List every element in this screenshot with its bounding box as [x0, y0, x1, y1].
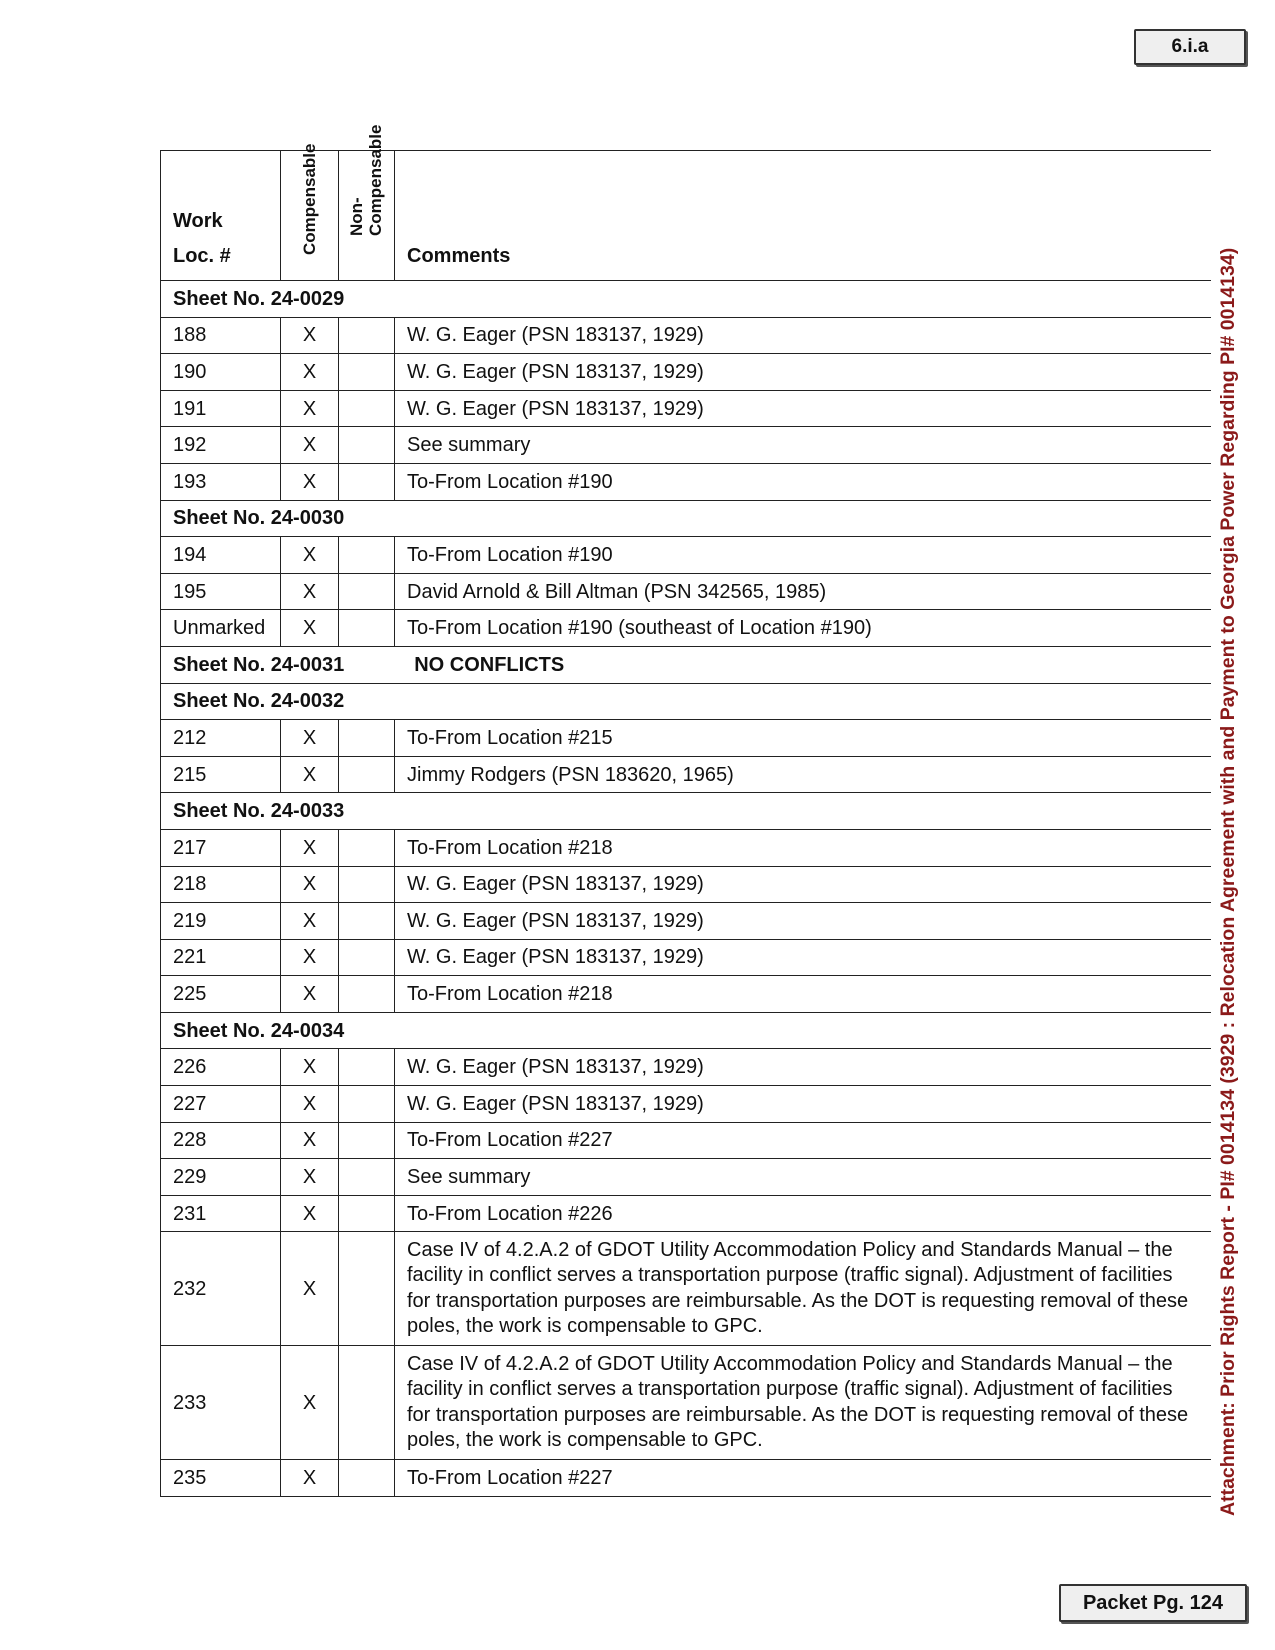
- prior-rights-table: [160, 124, 1211, 1497]
- packet-page-number: Packet Pg. 124: [1059, 1584, 1247, 1622]
- non-compensable-header: [339, 124, 395, 281]
- comments-header-label: Comments: [407, 245, 511, 267]
- sheet-title: Sheet No. 24-0030: [173, 507, 345, 530]
- non-compensable-cell: [339, 1460, 395, 1497]
- non-compensable-cell: [339, 610, 395, 647]
- comment-cell: To-From Location #218: [395, 976, 1211, 1013]
- work-loc-cell: 193: [161, 463, 281, 500]
- comment-cell: To-From Location #218: [395, 829, 1211, 866]
- work-loc-cell: 191: [161, 390, 281, 427]
- table-row: [161, 1049, 1211, 1086]
- non-compensable-cell: [339, 390, 395, 427]
- work-loc-cell: 221: [161, 939, 281, 976]
- sheet-title: Sheet No. 24-0034: [173, 1019, 345, 1042]
- sheet-row: [161, 281, 1211, 318]
- table-row: [161, 1122, 1211, 1159]
- work-loc-cell: 195: [161, 573, 281, 610]
- compensable-cell: X: [281, 1346, 339, 1460]
- work-loc-cell: 233: [161, 1346, 281, 1460]
- compensable-cell: X: [281, 354, 339, 391]
- table-row: [161, 573, 1211, 610]
- table-row: [161, 939, 1211, 976]
- non-compensable-cell: [339, 427, 395, 464]
- comment-cell: W. G. Eager (PSN 183137, 1929): [395, 354, 1211, 391]
- non-compensable-cell: [339, 720, 395, 757]
- compensable-cell: X: [281, 1086, 339, 1123]
- work-loc-cell: 229: [161, 1159, 281, 1196]
- work-loc-cell: Unmarked: [161, 610, 281, 647]
- table-row: [161, 1159, 1211, 1196]
- non-compensable-cell: [339, 866, 395, 903]
- non-compensable-cell: [339, 1049, 395, 1086]
- work-loc-cell: 235: [161, 1460, 281, 1497]
- work-loc-cell: 190: [161, 354, 281, 391]
- sheet-row: [161, 1012, 1211, 1049]
- work-loc-header: [161, 151, 281, 281]
- table-row: [161, 317, 1211, 354]
- comment-cell: See summary: [395, 1159, 1211, 1196]
- non-compensable-cell: [339, 829, 395, 866]
- sheet-note: NO CONFLICTS: [414, 653, 565, 676]
- non-compensable-cell: [339, 1195, 395, 1232]
- comment-cell: Case IV of 4.2.A.2 of GDOT Utility Accommodation Policy and Standards Manual – the facility in conflict serves a transportation purpose (traffic signal). Adjustment of facilities for transportation purposes are reimbursable. As the DOT is requesting removal of these poles, the work is compensable to GPC.: [395, 1232, 1211, 1346]
- table-header-row: [161, 151, 1211, 281]
- sheet-cell: [161, 683, 1211, 720]
- compensable-cell: X: [281, 939, 339, 976]
- comment-cell: To-From Location #227: [395, 1460, 1211, 1497]
- work-loc-cell: 215: [161, 756, 281, 793]
- comment-cell: W. G. Eager (PSN 183137, 1929): [395, 317, 1211, 354]
- non-compensable-cell: [339, 756, 395, 793]
- non-compensable-cell: [339, 1346, 395, 1460]
- table-row: [161, 756, 1211, 793]
- agenda-item-tag: 6.i.a: [1134, 29, 1246, 65]
- non-compensable-cell: [339, 903, 395, 940]
- comment-cell: W. G. Eager (PSN 183137, 1929): [395, 1049, 1211, 1086]
- sheet-row: [161, 500, 1211, 537]
- comments-header: [395, 151, 1211, 281]
- sheet-row: [161, 793, 1211, 830]
- compensable-header-label: Compensable: [299, 143, 319, 255]
- compensable-cell: X: [281, 903, 339, 940]
- comment-cell: W. G. Eager (PSN 183137, 1929): [395, 939, 1211, 976]
- sheet-cell: [161, 500, 1211, 537]
- work-loc-cell: 212: [161, 720, 281, 757]
- comment-cell: W. G. Eager (PSN 183137, 1929): [395, 866, 1211, 903]
- work-loc-cell: 231: [161, 1195, 281, 1232]
- compensable-cell: X: [281, 610, 339, 647]
- compensable-cell: X: [281, 1195, 339, 1232]
- table-row: [161, 1460, 1211, 1497]
- compensable-cell: X: [281, 390, 339, 427]
- compensable-cell: X: [281, 976, 339, 1013]
- compensable-header: [281, 143, 339, 281]
- table-row: [161, 463, 1211, 500]
- comment-cell: Case IV of 4.2.A.2 of GDOT Utility Accommodation Policy and Standards Manual – the facility in conflict serves a transportation purpose (traffic signal). Adjustment of facilities for transportation purposes are reimbursable. As the DOT is requesting removal of these poles, the work is compensable to GPC.: [395, 1346, 1211, 1460]
- table-row: [161, 903, 1211, 940]
- sheet-title: Sheet No. 24-0029: [173, 287, 345, 310]
- work-loc-cell: 228: [161, 1122, 281, 1159]
- table-row: [161, 976, 1211, 1013]
- sheet-cell: [161, 1012, 1211, 1049]
- non-compensable-cell: [339, 537, 395, 574]
- table-row: [161, 1086, 1211, 1123]
- attachment-side-note: Attachment: Prior Rights Report - PI# 0014134 (3929 : Relocation Agreement with and Payment to Georgia Power Regarding PI# 0014134): [1216, 247, 1239, 1516]
- comment-cell: David Arnold & Bill Altman (PSN 342565, 1985): [395, 573, 1211, 610]
- work-loc-cell: 188: [161, 317, 281, 354]
- non-compensable-cell: [339, 317, 395, 354]
- compensable-cell: X: [281, 866, 339, 903]
- comment-cell: Jimmy Rodgers (PSN 183620, 1965): [395, 756, 1211, 793]
- table-row: [161, 829, 1211, 866]
- sheet-row: [161, 646, 1211, 683]
- table-row: [161, 1195, 1211, 1232]
- table-row: [161, 866, 1211, 903]
- compensable-cell: X: [281, 1049, 339, 1086]
- sheet-row: [161, 683, 1211, 720]
- comment-cell: To-From Location #227: [395, 1122, 1211, 1159]
- work-loc-cell: 192: [161, 427, 281, 464]
- comment-cell: W. G. Eager (PSN 183137, 1929): [395, 390, 1211, 427]
- comment-cell: W. G. Eager (PSN 183137, 1929): [395, 1086, 1211, 1123]
- table-row: [161, 427, 1211, 464]
- comment-cell: To-From Location #190 (southeast of Location #190): [395, 610, 1211, 647]
- non-compensable-cell: [339, 939, 395, 976]
- comment-cell: To-From Location #226: [395, 1195, 1211, 1232]
- table-row: [161, 537, 1211, 574]
- compensable-cell: X: [281, 829, 339, 866]
- sheet-cell: [161, 281, 1211, 318]
- work-loc-cell: 227: [161, 1086, 281, 1123]
- table-row: [161, 1346, 1211, 1460]
- table-row: [161, 354, 1211, 391]
- non-compensable-cell: [339, 1232, 395, 1346]
- compensable-cell: X: [281, 573, 339, 610]
- work-loc-cell: 219: [161, 903, 281, 940]
- work-loc-cell: 218: [161, 866, 281, 903]
- work-loc-cell: 225: [161, 976, 281, 1013]
- work-loc-cell: 232: [161, 1232, 281, 1346]
- compensable-cell: X: [281, 1232, 339, 1346]
- compensable-cell: X: [281, 1460, 339, 1497]
- sheet-cell: [161, 793, 1211, 830]
- sheet-title: Sheet No. 24-0032: [173, 690, 345, 713]
- work-loc-header-line1: Work: [173, 210, 223, 232]
- compensable-cell: X: [281, 756, 339, 793]
- comment-cell: To-From Location #215: [395, 720, 1211, 757]
- compensable-cell: X: [281, 317, 339, 354]
- work-loc-cell: 217: [161, 829, 281, 866]
- table-row: [161, 1232, 1211, 1346]
- work-loc-cell: 226: [161, 1049, 281, 1086]
- non-compensable-cell: [339, 573, 395, 610]
- sheet-title: Sheet No. 24-0031: [173, 653, 345, 676]
- non-compensable-cell: [339, 463, 395, 500]
- non-compensable-header-line1: Non-: [346, 197, 366, 236]
- comment-cell: To-From Location #190: [395, 537, 1211, 574]
- compensable-cell: X: [281, 463, 339, 500]
- non-compensable-cell: [339, 1086, 395, 1123]
- work-loc-header-line2: Loc. #: [173, 245, 231, 267]
- compensable-cell: X: [281, 720, 339, 757]
- table-row: [161, 610, 1211, 647]
- table-row: [161, 390, 1211, 427]
- sheet-cell: [161, 646, 1211, 683]
- compensable-cell: X: [281, 537, 339, 574]
- non-compensable-header-line2: Compensable: [365, 124, 385, 236]
- comment-cell: W. G. Eager (PSN 183137, 1929): [395, 903, 1211, 940]
- compensable-cell: X: [281, 1122, 339, 1159]
- table-row: [161, 720, 1211, 757]
- non-compensable-cell: [339, 1122, 395, 1159]
- compensable-cell: X: [281, 427, 339, 464]
- work-loc-cell: 194: [161, 537, 281, 574]
- non-compensable-cell: [339, 976, 395, 1013]
- non-compensable-cell: [339, 354, 395, 391]
- compensable-cell: X: [281, 1159, 339, 1196]
- sheet-title: Sheet No. 24-0033: [173, 800, 345, 823]
- non-compensable-cell: [339, 1159, 395, 1196]
- comment-cell: See summary: [395, 427, 1211, 464]
- comment-cell: To-From Location #190: [395, 463, 1211, 500]
